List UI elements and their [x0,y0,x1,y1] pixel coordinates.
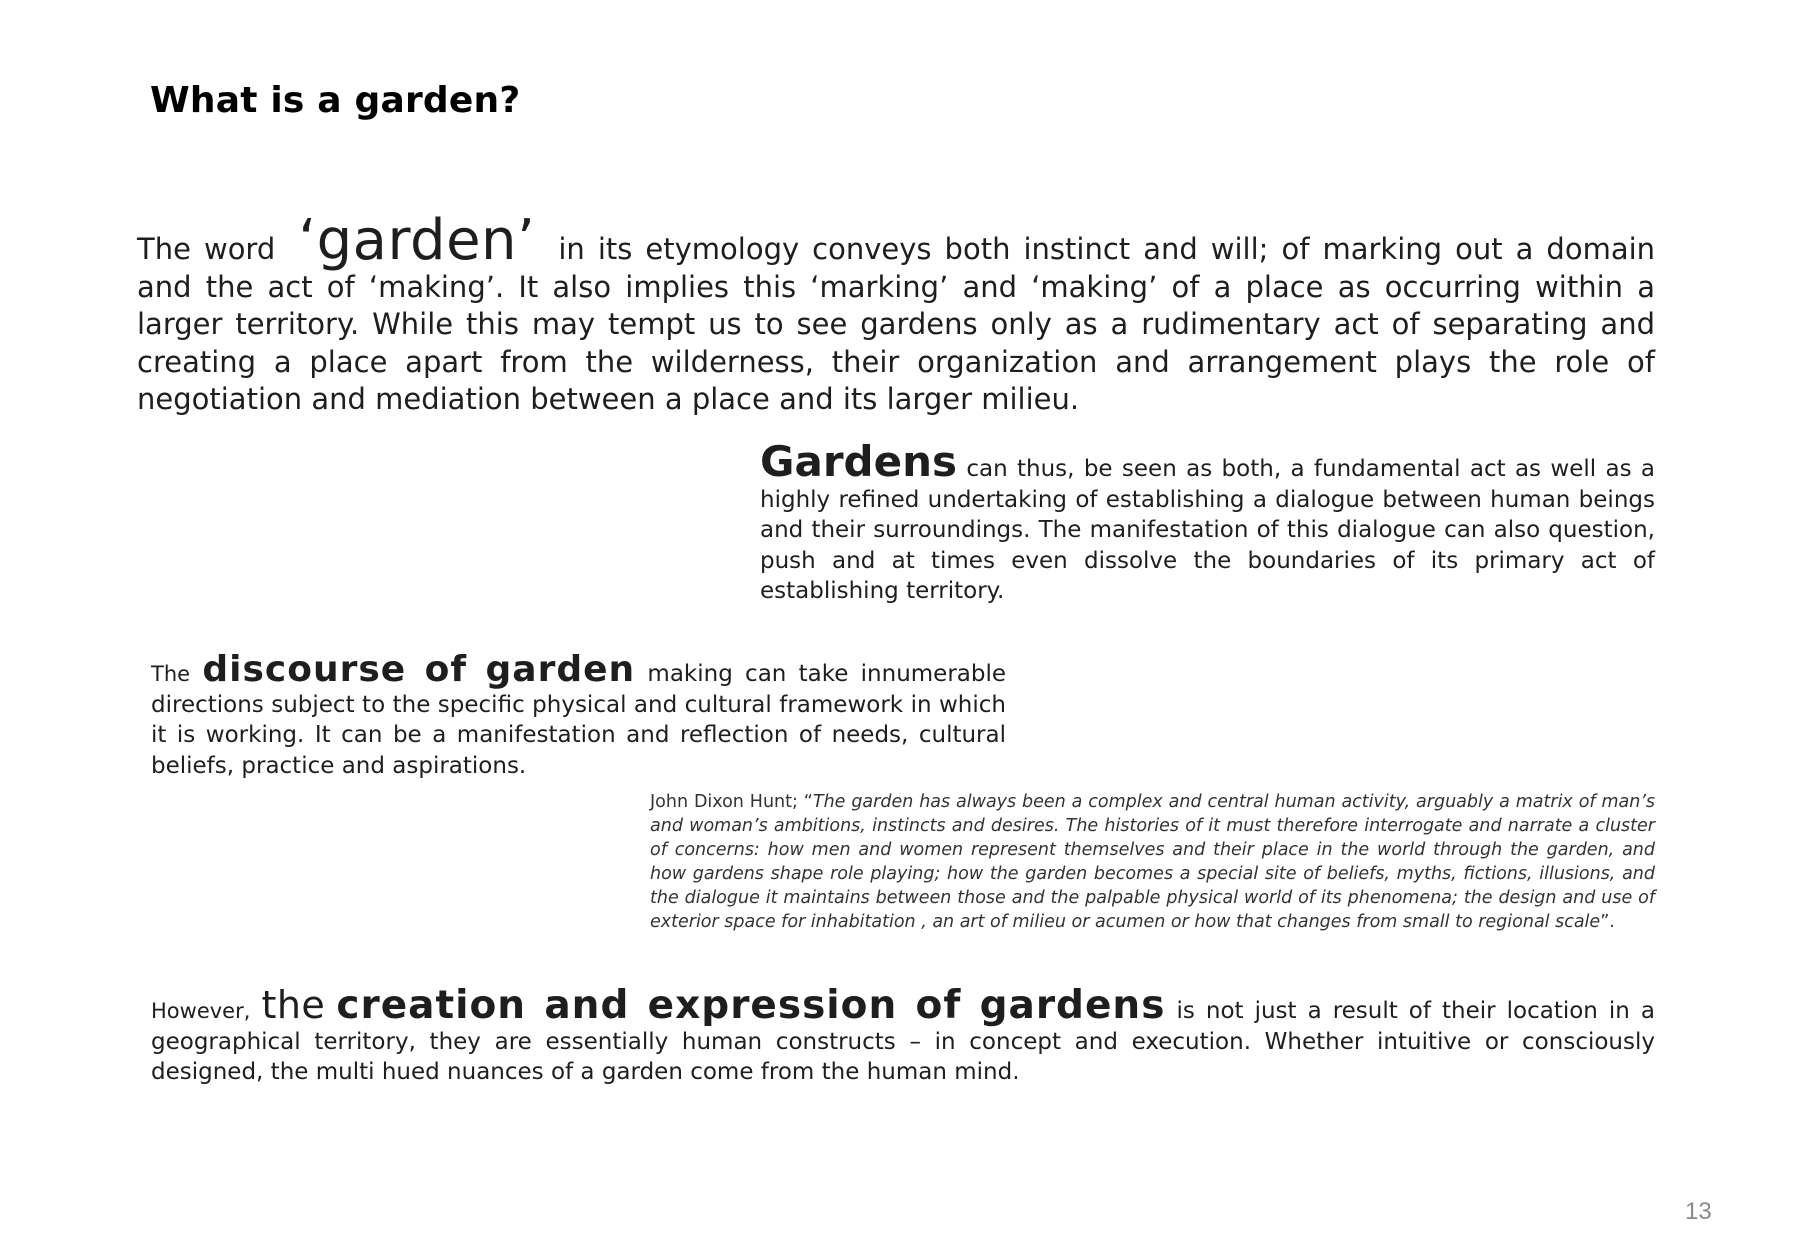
however-paragraph [151,983,1656,1088]
page-title: What is a garden? [150,80,521,121]
however-the-word: the [261,983,326,1027]
however-lead: creation and expression of gardens [336,983,1166,1028]
however-body: is not just a result of their location in a geographical territory, they are essentially human constructs – in concept and execution. Whether intuitive or consciously designed, the multi hued nuances of a garden come from the human mind. [151,998,1656,1085]
discourse-lead: discourse of garden [202,649,636,690]
gardens-lead: Gardens [760,437,957,486]
intro-big-word: ‘garden’ [298,208,536,273]
quote-author: John Dixon Hunt; “ [650,792,813,812]
quote-block [650,790,1655,934]
quote-closing: ”. [1600,912,1615,932]
discourse-prefix: The [151,662,191,686]
quote-text: The garden has always been a complex and central human activity, arguably a matrix of man’s and woman’s ambitions, instincts and desires. The histories of it must therefore interrogate and narrate a cluster of concerns: how men and women represent themselves and their place in the world through the garden, and how gardens shape role playing; how the garden becomes a special site of beliefs, myths, fictions, illusions, and the dialogue it maintains between those and the palpable physical world of its phenomena; the design and use of exterior space for inhabitation , an art of milieu or acumen or how that changes from small to regional scale [650,792,1656,932]
intro-prefix: The word [137,232,276,266]
discourse-body: making can take innumerable directions subject to the specific physical and cultural framework in which it is working. It can be a manifestation and reflection of needs, cultural beliefs, practice and aspirations. [151,661,1007,779]
gardens-body: can thus, be seen as both, a fundamental act as well as a highly refined undertaking of establishing a dialogue between human beings and their surroundings. The manifestation of this dialogue can also question, push and at times even dissolve the boundaries of its primary act of establishing territory. [760,456,1655,604]
discourse-paragraph [151,649,1007,781]
gardens-paragraph [760,437,1655,607]
however-prefix: However, [151,999,251,1023]
intro-body: in its etymology conveys both instinct and will; of marking out a domain and the act of ‘making’. It also implies this ‘marking’ and ‘making’ of a place as occurring within a larger territory. While this may tempt us to see gardens only as a rudimentary act of separating and creating a place apart from the wilderness, their organization and arrangement plays the role of negotiation and mediation between a place and its larger milieu. [137,232,1656,416]
page-number: 13 [1685,1198,1712,1225]
intro-paragraph [137,208,1656,419]
